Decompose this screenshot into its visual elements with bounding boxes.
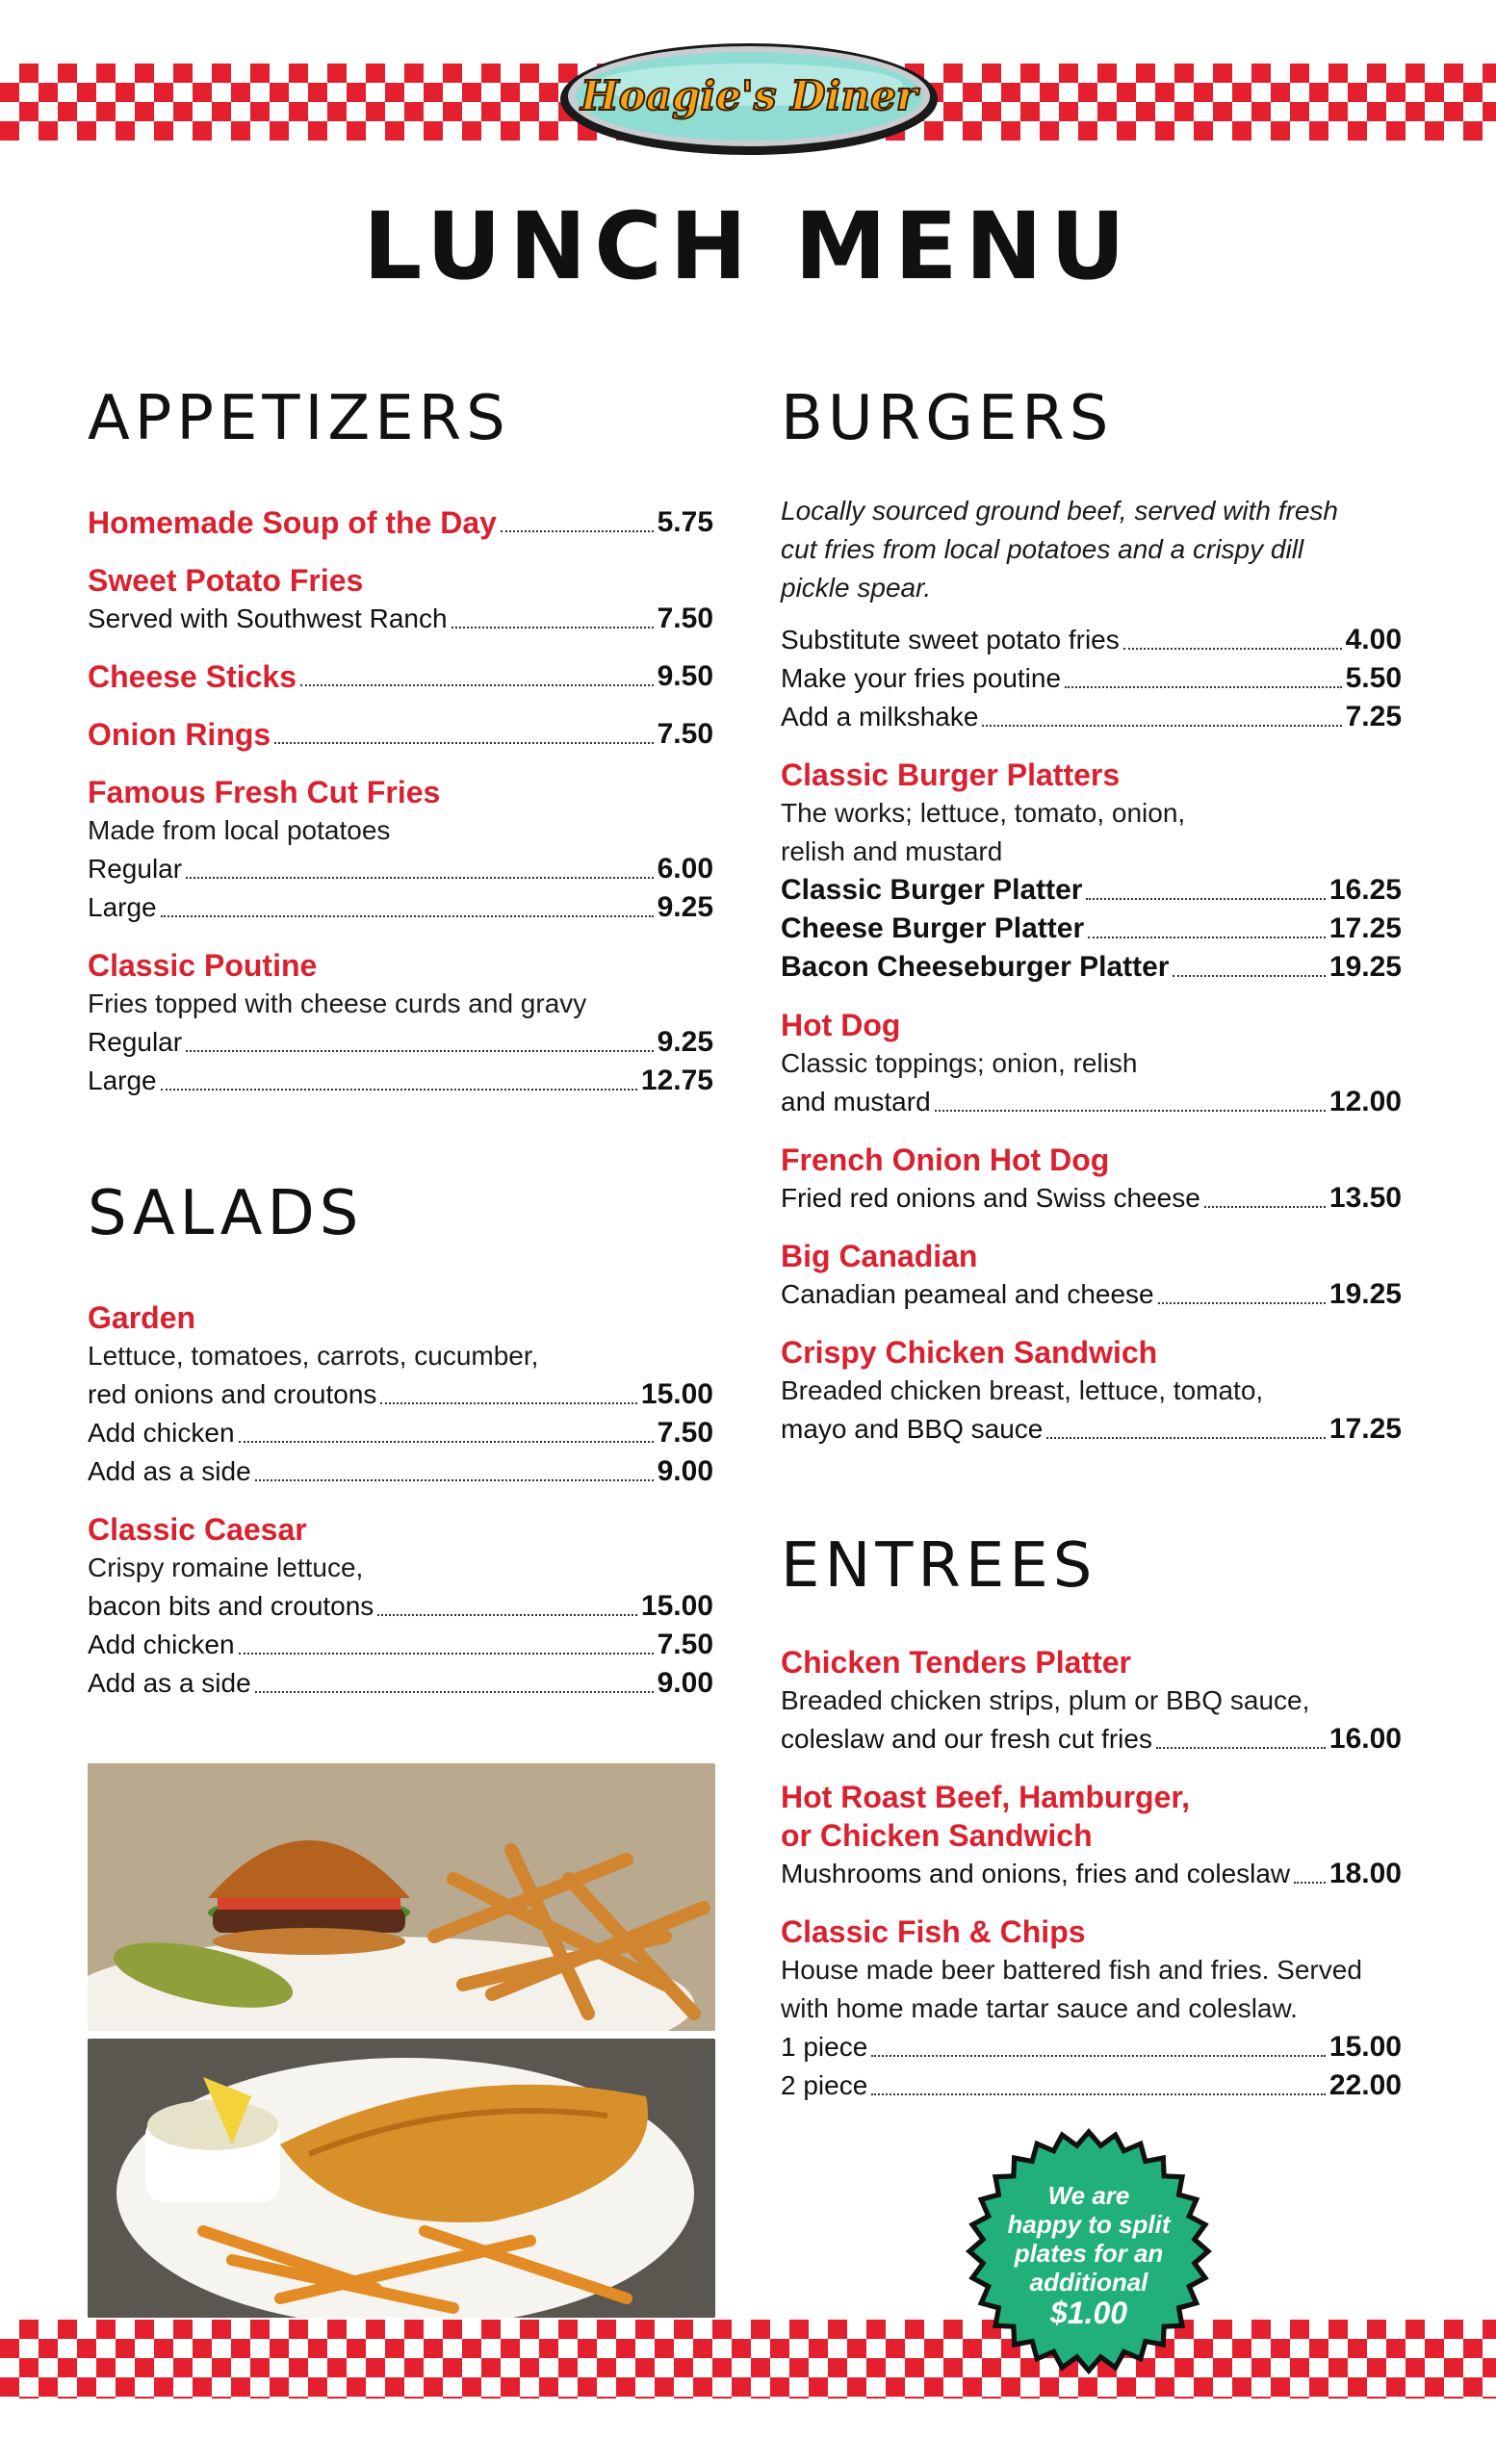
- item-price: 7.50: [657, 603, 713, 634]
- addon-label: Add chicken: [88, 1630, 235, 1659]
- menu-item-crispy-chicken-sandwich: [781, 1333, 1402, 1449]
- diner-logo: [556, 38, 941, 160]
- size-label: Large: [88, 892, 157, 922]
- addon-label: Add as a side: [88, 1668, 251, 1698]
- menu-item-fish-and-chips: [781, 1912, 1402, 2105]
- appetizers-heading: APPETIZERS: [88, 383, 510, 454]
- item-desc: relish and mustard: [781, 836, 1003, 866]
- item-name: French Onion Hot Dog: [781, 1142, 1110, 1177]
- item-name: Big Canadian: [781, 1239, 978, 1273]
- badge-line-3: plates for an: [1014, 2239, 1164, 2268]
- item-name: Homemade Soup of the Day: [88, 505, 497, 540]
- addon-label: Make your fries poutine: [781, 663, 1062, 693]
- size-label: 2 piece: [781, 2070, 868, 2100]
- item-price: 9.00: [657, 1455, 713, 1487]
- addon-label: Add as a side: [88, 1456, 251, 1486]
- item-price: 16.00: [1328, 1723, 1402, 1755]
- item-name: Sweet Potato Fries: [88, 563, 364, 598]
- item-price: 19.25: [1328, 1278, 1402, 1310]
- menu-item-onion-rings: [88, 715, 713, 754]
- addon-label: Add a milkshake: [781, 702, 979, 732]
- badge-line-4: additional: [1029, 2268, 1148, 2297]
- badge-line-5: $1.00: [1049, 2296, 1128, 2330]
- item-price: 9.00: [657, 1667, 713, 1699]
- item-price: 16.25: [1328, 874, 1402, 906]
- item-price: 22.00: [1328, 2069, 1402, 2101]
- item-price: 6.00: [657, 853, 713, 885]
- platter-label: Classic Burger Platter: [781, 874, 1083, 906]
- item-price: 18.00: [1328, 1858, 1402, 1889]
- burgers-intro: Locally sourced ground beef, served with fresh cut fries from local potatoes and a crispy dill pickle spear.: [781, 496, 1338, 603]
- menu-item-hot-roast-beef: [781, 1778, 1402, 1893]
- item-price: 17.25: [1328, 1413, 1402, 1445]
- menu-item-hot-dog: [781, 1006, 1402, 1121]
- menu-item-burger-platters: [781, 756, 1402, 987]
- burgers-heading: BURGERS: [781, 383, 1114, 454]
- right-column: [781, 380, 1402, 2124]
- menu-item-classic-poutine: [88, 946, 713, 1100]
- item-price: 5.50: [1345, 662, 1402, 694]
- item-desc: House made beer battered fish and fries. Served: [781, 1955, 1362, 1985]
- item-name: Hot Dog: [781, 1008, 901, 1042]
- item-desc: and mustard: [781, 1087, 931, 1116]
- item-desc: Canadian peameal and cheese: [781, 1279, 1154, 1309]
- logo-text: Hoagie's Diner: [580, 72, 917, 119]
- platter-label: Cheese Burger Platter: [781, 912, 1085, 944]
- page-title: LUNCH MENU: [363, 192, 1133, 300]
- item-price: 12.00: [1328, 1086, 1402, 1117]
- item-desc: coleslaw and our fresh cut fries: [781, 1724, 1152, 1754]
- menu-item-chicken-tenders: [781, 1643, 1402, 1758]
- menu-item-classic-caesar: [88, 1510, 713, 1703]
- item-desc: Breaded chicken strips, plum or BBQ sauce,: [781, 1685, 1310, 1715]
- size-label: 1 piece: [781, 2032, 868, 2062]
- platter-label: Bacon Cheeseburger Platter: [781, 951, 1170, 983]
- item-desc: Mushrooms and onions, fries and coleslaw: [781, 1859, 1291, 1888]
- menu-item-soup: [88, 503, 713, 542]
- item-price: 9.25: [657, 1026, 713, 1058]
- addon-label: Add chicken: [88, 1418, 235, 1448]
- menu-item-big-canadian: [781, 1237, 1402, 1314]
- fish-and-chips-photo: [88, 2039, 715, 2318]
- size-label: Large: [88, 1065, 157, 1095]
- item-price: 9.50: [657, 660, 713, 692]
- item-price: 7.50: [657, 1417, 713, 1449]
- item-price: 7.25: [1345, 701, 1402, 732]
- item-price: 17.25: [1328, 912, 1402, 944]
- badge-line-1: We are: [1047, 2181, 1130, 2210]
- item-name: Crispy Chicken Sandwich: [781, 1335, 1158, 1370]
- left-column: [88, 380, 713, 1722]
- split-plates-badge: [965, 2127, 1213, 2375]
- item-name: Chicken Tenders Platter: [781, 1645, 1131, 1680]
- item-name: Classic Fish & Chips: [781, 1914, 1086, 1949]
- item-name: Hot Roast Beef, Hamburger,: [781, 1780, 1190, 1814]
- item-desc: Fried red onions and Swiss cheese: [781, 1183, 1200, 1213]
- item-price: 15.00: [640, 1590, 713, 1622]
- size-label: Regular: [88, 1027, 183, 1057]
- item-price: 4.00: [1345, 624, 1402, 655]
- item-price: 7.50: [657, 718, 713, 750]
- item-desc: The works; lettuce, tomato, onion,: [781, 798, 1186, 828]
- item-price: 7.50: [657, 1629, 713, 1660]
- menu-item-sweet-potato-fries: [88, 561, 713, 638]
- badge-line-2: happy to split: [1007, 2210, 1171, 2239]
- menu-item-french-onion-hot-dog: [781, 1141, 1402, 1218]
- item-desc: Classic toppings; onion, relish: [781, 1048, 1138, 1078]
- item-price: 15.00: [640, 1378, 713, 1410]
- item-price: 5.75: [657, 506, 713, 538]
- burger-addons: [781, 621, 1402, 736]
- item-price: 12.75: [640, 1065, 713, 1096]
- item-desc: Fries topped with cheese curds and gravy: [88, 988, 587, 1018]
- item-name: Classic Caesar: [88, 1512, 307, 1547]
- menu-item-cheese-sticks: [88, 657, 713, 696]
- item-desc: with home made tartar sauce and coleslaw.: [781, 1993, 1298, 2023]
- item-price: 9.25: [657, 891, 713, 923]
- menu-item-garden-salad: [88, 1298, 713, 1491]
- addon-label: Substitute sweet potato fries: [781, 625, 1120, 654]
- item-desc: Crispy romaine lettuce,: [88, 1553, 364, 1582]
- item-desc: Made from local potatoes: [88, 815, 391, 845]
- salads-heading: SALADS: [88, 1178, 364, 1249]
- item-name: Classic Poutine: [88, 948, 318, 983]
- item-desc: red onions and croutons: [88, 1379, 377, 1409]
- item-price: 15.00: [1328, 2031, 1402, 2063]
- item-name: Classic Burger Platters: [781, 757, 1121, 792]
- item-name: Famous Fresh Cut Fries: [88, 775, 441, 809]
- burger-photo: [88, 1763, 715, 2031]
- size-label: Regular: [88, 854, 183, 884]
- item-price: 19.25: [1328, 951, 1402, 983]
- item-name: Onion Rings: [88, 717, 271, 752]
- item-name: Garden: [88, 1300, 196, 1335]
- item-desc: Breaded chicken breast, lettuce, tomato,: [781, 1375, 1264, 1405]
- item-desc: mayo and BBQ sauce: [781, 1414, 1044, 1444]
- item-price: 13.50: [1328, 1182, 1402, 1214]
- item-desc: Lettuce, tomatoes, carrots, cucumber,: [88, 1341, 539, 1371]
- item-desc: bacon bits and croutons: [88, 1591, 374, 1621]
- item-name: Cheese Sticks: [88, 659, 297, 694]
- menu-item-fresh-cut-fries: [88, 773, 713, 927]
- item-name: or Chicken Sandwich: [781, 1818, 1093, 1853]
- item-desc: Served with Southwest Ranch: [88, 603, 448, 633]
- checkered-border-bottom: [0, 2320, 1496, 2399]
- entrees-heading: ENTREES: [781, 1530, 1097, 1602]
